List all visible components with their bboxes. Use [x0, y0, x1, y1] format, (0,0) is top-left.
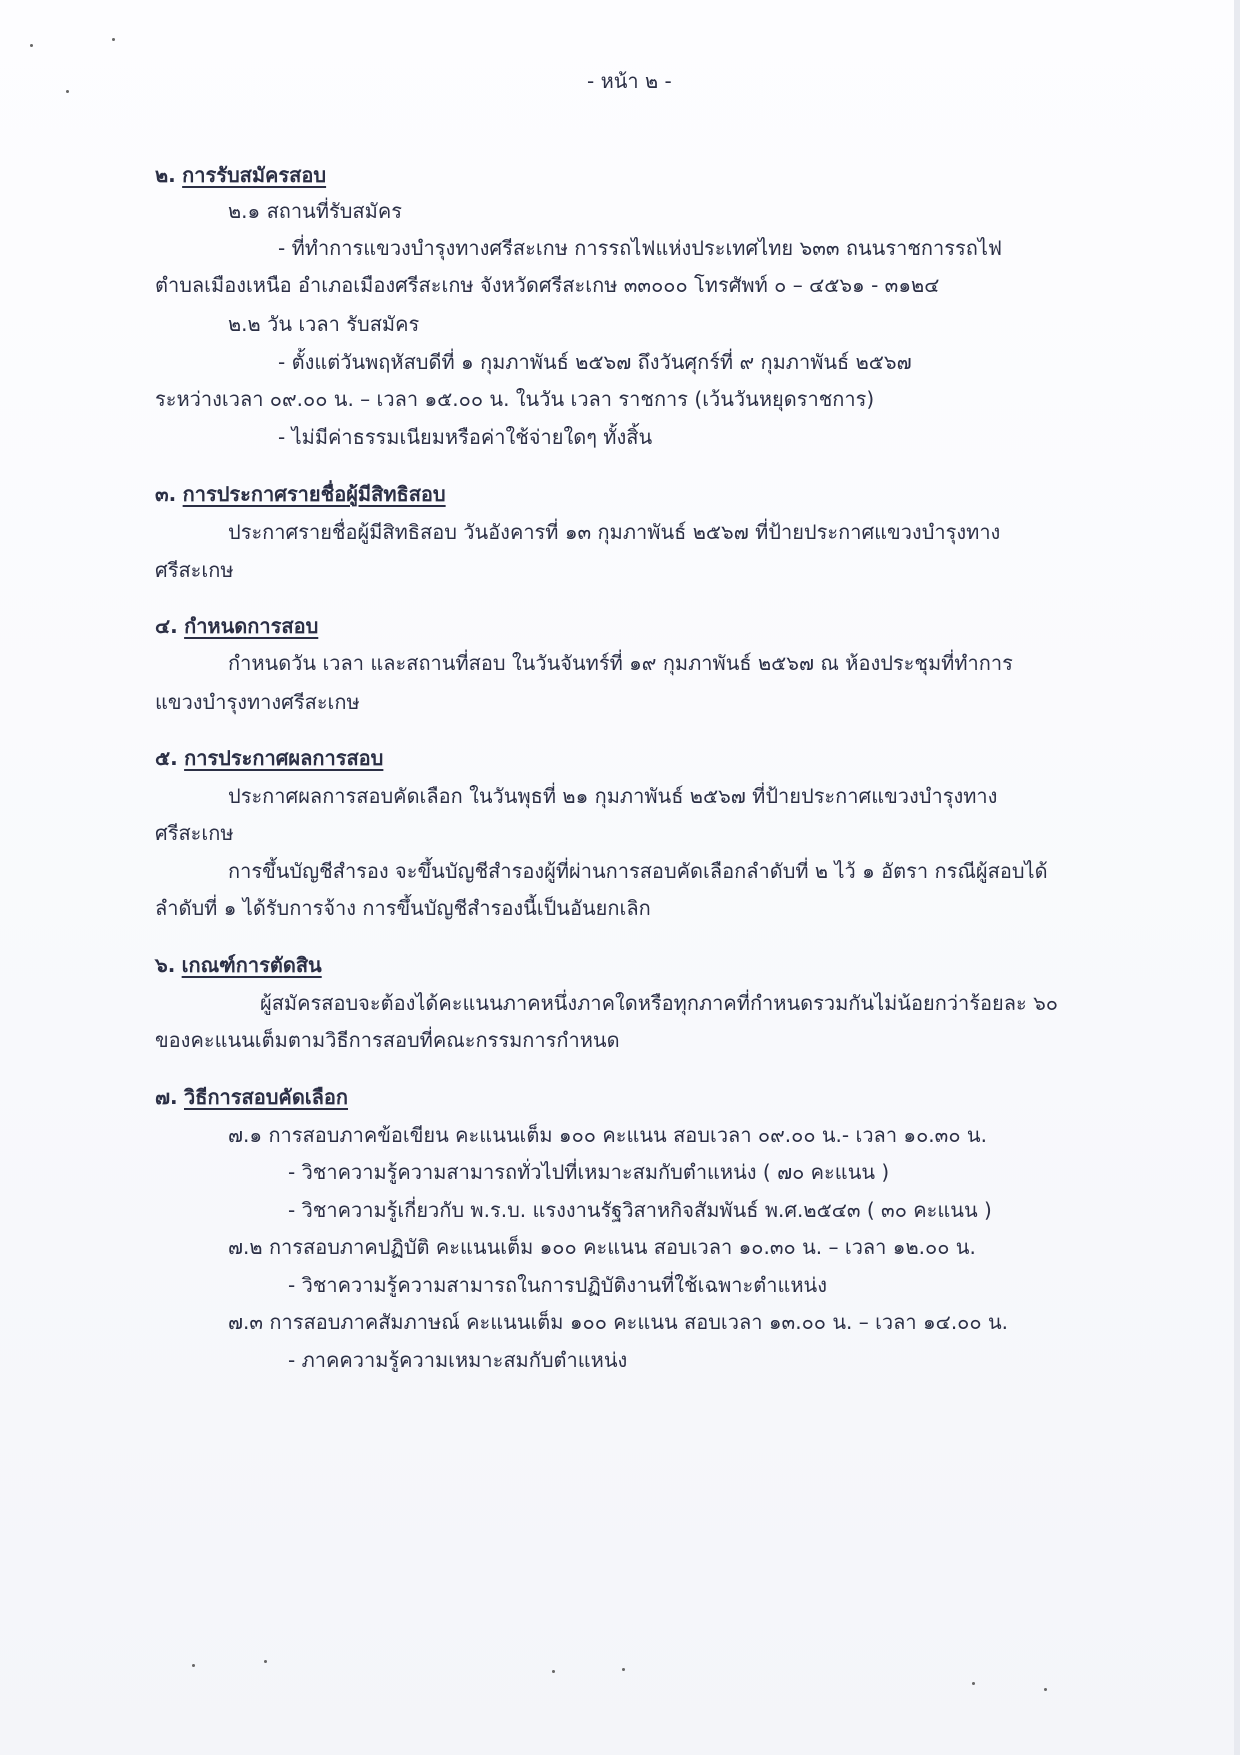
- page-number-header: - หน้า ๒ -: [587, 69, 672, 93]
- paragraph-line: แขวงบำรุงทางศรีสะเกษ: [155, 690, 360, 714]
- paragraph-line: ผู้สมัครสอบจะต้องได้คะแนนภาคหนึ่งภาคใดหรือทุกภาคที่กำหนดรวมกันไม่น้อยกว่าร้อยละ ๖๐: [260, 991, 1059, 1015]
- subsection-7-1: ๗.๑ การสอบภาคข้อเขียน คะแนนเต็ม ๑๐๐ คะแนน สอบเวลา ๐๙.๐๐ น.- เวลา ๑๐.๓๐ น.: [228, 1123, 987, 1147]
- list-item: - ภาคความรู้ความเหมาะสมกับตำแหน่ง: [288, 1348, 628, 1372]
- paragraph-line: - ไม่มีค่าธรรมเนียมหรือค่าใช้จ่ายใดๆ ทั้งสิ้น: [278, 425, 653, 449]
- scan-speck: [972, 1682, 975, 1685]
- section-title: กำหนดการสอบ: [184, 614, 319, 638]
- subsection-2-1-title: ๒.๑ สถานที่รับสมัคร: [228, 199, 402, 223]
- scan-speck: [264, 1660, 267, 1663]
- section-2-heading: [155, 160, 326, 190]
- subsection-2-2-title: ๒.๒ วัน เวลา รับสมัคร: [228, 312, 420, 336]
- section-7-heading: [155, 1082, 348, 1112]
- paragraph-line: ตำบลเมืองเหนือ อำเภอเมืองศรีสะเกษ จังหวัดศรีสะเกษ ๓๓๐๐๐ โทรศัพท์ ๐ – ๔๕๖๑ - ๓๑๒๔: [155, 273, 940, 297]
- section-4-heading: [155, 611, 318, 641]
- section-number: ๓.: [155, 482, 177, 506]
- paragraph-line: - ตั้งแต่วันพฤหัสบดีที่ ๑ กุมภาพันธ์ ๒๕๖๗ ถึงวันศุกร์ที่ ๙ กุมภาพันธ์ ๒๕๖๗: [278, 350, 912, 374]
- section-number: ๖.: [155, 953, 176, 977]
- section-5-heading: [155, 743, 383, 773]
- scan-speck: [1044, 1688, 1047, 1691]
- scan-speck: [552, 1670, 555, 1673]
- paragraph-line: ลำดับที่ ๑ ได้รับการจ้าง การขึ้นบัญชีสำรองนี้เป็นอันยกเลิก: [155, 896, 651, 920]
- paragraph-line: ศรีสะเกษ: [155, 821, 234, 845]
- list-item: - วิชาความรู้ความสามารถในการปฏิบัติงานที่ใช้เฉพาะตำแหน่ง: [288, 1273, 827, 1297]
- subsection-7-2: ๗.๒ การสอบภาคปฏิบัติ คะแนนเต็ม ๑๐๐ คะแนน สอบเวลา ๑๐.๓๐ น. – เวลา ๑๒.๐๐ น.: [228, 1235, 976, 1259]
- paragraph-line: ประกาศรายชื่อผู้มีสิทธิสอบ วันอังคารที่ ๑๓ กุมภาพันธ์ ๒๕๖๗ ที่ป้ายประกาศแขวงบำรุงทาง: [228, 520, 1001, 544]
- paragraph-line: - ที่ทำการแขวงบำรุงทางศรีสะเกษ การรถไฟแห่งประเทศไทย ๖๓๓ ถนนราชการรถไฟ: [278, 236, 1003, 260]
- paragraph-line: การขึ้นบัญชีสำรอง จะขึ้นบัญชีสำรองผู้ที่ผ่านการสอบคัดเลือกลำดับที่ ๒ ไว้ ๑ อัตรา กรณีผู้สอบได้: [228, 859, 1048, 883]
- paragraph-line: ประกาศผลการสอบคัดเลือก ในวันพุธที่ ๒๑ กุมภาพันธ์ ๒๕๖๗ ที่ป้ายประกาศแขวงบำรุงทาง: [228, 784, 998, 808]
- subsection-7-3: ๗.๓ การสอบภาคสัมภาษณ์ คะแนนเต็ม ๑๐๐ คะแนน สอบเวลา ๑๓.๐๐ น. – เวลา ๑๔.๐๐ น.: [228, 1310, 1008, 1334]
- paragraph-line: กำหนดวัน เวลา และสถานที่สอบ ในวันจันทร์ที่ ๑๙ กุมภาพันธ์ ๒๕๖๗ ณ ห้องประชุมที่ทำการ: [228, 651, 1013, 675]
- section-title: การประกาศผลการสอบ: [184, 746, 384, 770]
- section-number: ๔.: [155, 614, 178, 638]
- scan-speck: [30, 44, 33, 47]
- section-number: ๗.: [155, 1085, 178, 1109]
- section-number: ๕.: [155, 746, 178, 770]
- section-number: ๒.: [155, 163, 176, 187]
- scan-speck: [192, 1664, 195, 1667]
- scan-edge: [1234, 0, 1240, 1755]
- list-item: - วิชาความรู้ความสามารถทั่วไปที่เหมาะสมกับตำแหน่ง ( ๗๐ คะแนน ): [288, 1160, 890, 1184]
- list-item: - วิชาความรู้เกี่ยวกับ พ.ร.บ. แรงงานรัฐวิสาหกิจสัมพันธ์ พ.ศ.๒๕๔๓ ( ๓๐ คะแนน ): [288, 1198, 992, 1222]
- section-title: การประกาศรายชื่อผู้มีสิทธิสอบ: [182, 482, 446, 506]
- section-title: การรับสมัครสอบ: [182, 163, 327, 187]
- paragraph-line: ระหว่างเวลา ๐๙.๐๐ น. – เวลา ๑๕.๐๐ น. ในวัน เวลา ราชการ (เว้นวันหยุดราชการ): [155, 387, 875, 411]
- paragraph-line: ของคะแนนเต็มตามวิธีการสอบที่คณะกรรมการกำหนด: [155, 1028, 620, 1052]
- section-title: เกณฑ์การตัดสิน: [181, 953, 322, 977]
- section-3-heading: [155, 479, 446, 509]
- scan-speck: [66, 90, 69, 93]
- scan-speck: [112, 38, 115, 41]
- section-title: วิธีการสอบคัดเลือก: [184, 1085, 349, 1109]
- scan-speck: [622, 1668, 625, 1671]
- paragraph-line: ศรีสะเกษ: [155, 558, 234, 582]
- section-6-heading: [155, 950, 322, 980]
